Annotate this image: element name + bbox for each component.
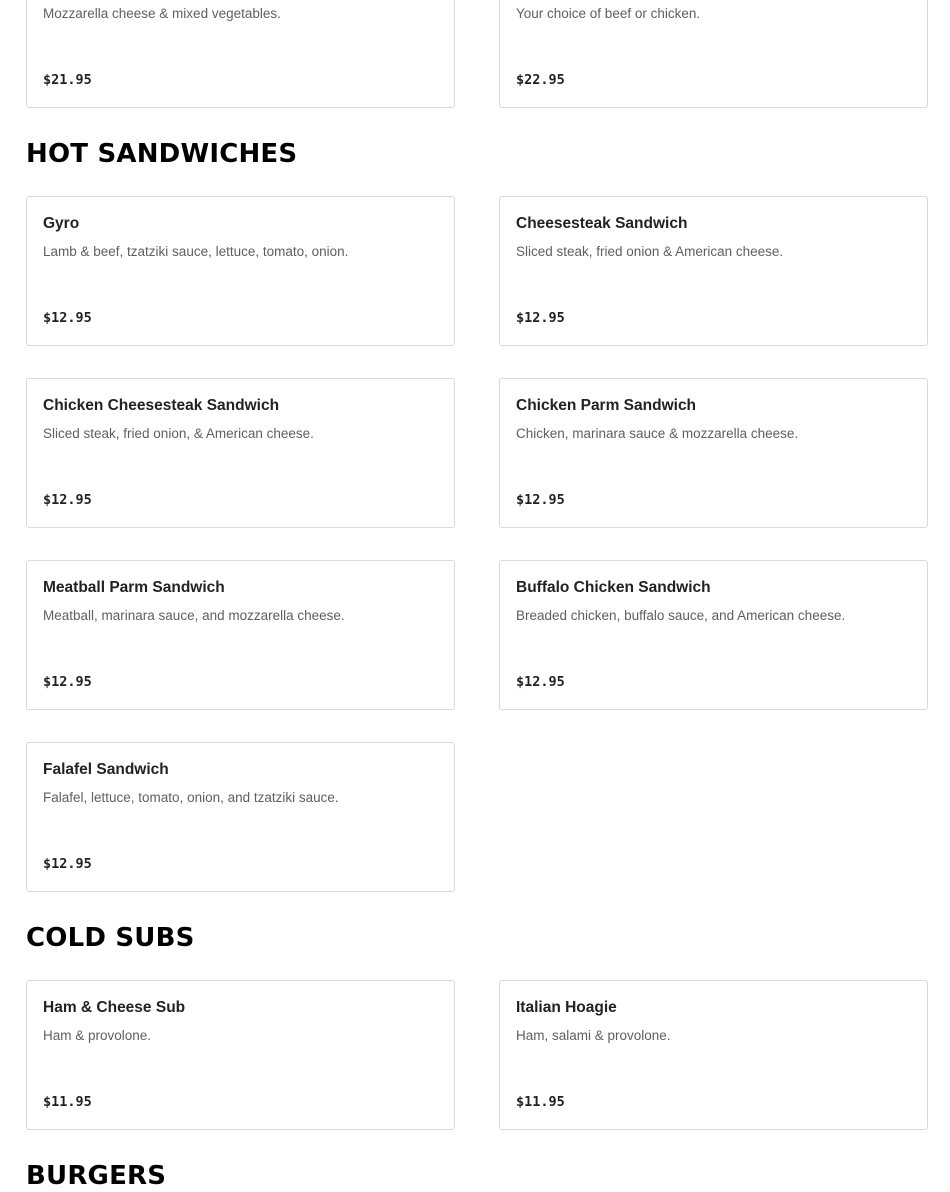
- item-description: Your choice of beef or chicken.: [516, 6, 701, 21]
- item-description: Chicken, marinara sauce & mozzarella cheese.: [516, 426, 799, 441]
- menu-item-italian-hoagie[interactable]: [499, 980, 928, 1130]
- item-name: Meatball Parm Sandwich: [43, 579, 225, 596]
- item-description: Mozzarella cheese & mixed vegetables.: [43, 6, 281, 21]
- item-description: Ham, salami & provolone.: [516, 1028, 671, 1043]
- item-description: Meatball, marinara sauce, and mozzarella cheese.: [43, 608, 345, 623]
- menu-item-card[interactable]: [499, 0, 928, 108]
- menu-item-card[interactable]: [26, 0, 455, 108]
- item-description: Breaded chicken, buffalo sauce, and American cheese.: [516, 608, 846, 623]
- section-title-cold-subs: COLD SUBS: [26, 923, 195, 953]
- item-description: Sliced steak, fried onion & American cheese.: [516, 244, 784, 259]
- item-price: $11.95: [43, 1094, 92, 1110]
- item-price: $21.95: [43, 72, 92, 88]
- section-title-hot-sandwiches: HOT SANDWICHES: [26, 139, 298, 169]
- item-description: Sliced steak, fried onion, & American cheese.: [43, 426, 314, 441]
- menu-item-ham-cheese-sub[interactable]: [26, 980, 455, 1130]
- item-price: $22.95: [516, 72, 565, 88]
- item-name: Chicken Parm Sandwich: [516, 397, 697, 414]
- section-title-burgers: BURGERS: [26, 1161, 167, 1191]
- item-name: Cheesesteak Sandwich: [516, 215, 688, 232]
- item-name: Gyro: [43, 215, 80, 232]
- item-name: Italian Hoagie: [516, 999, 617, 1016]
- item-description: Ham & provolone.: [43, 1028, 152, 1043]
- menu-item-cheesesteak-sandwich[interactable]: [499, 196, 928, 346]
- menu-item-falafel-sandwich[interactable]: [26, 742, 455, 892]
- item-price: $12.95: [516, 492, 565, 508]
- item-name: Buffalo Chicken Sandwich: [516, 579, 711, 596]
- item-price: $12.95: [43, 674, 92, 690]
- menu-item-meatball-parm-sandwich[interactable]: [26, 560, 455, 710]
- menu-item-chicken-parm-sandwich[interactable]: [499, 378, 928, 528]
- item-price: $12.95: [43, 856, 92, 872]
- menu-item-gyro[interactable]: [26, 196, 455, 346]
- item-name: Chicken Cheesesteak Sandwich: [43, 397, 280, 414]
- menu-item-buffalo-chicken-sandwich[interactable]: [499, 560, 928, 710]
- item-name: Ham & Cheese Sub: [43, 999, 186, 1016]
- item-name: Falafel Sandwich: [43, 761, 169, 778]
- item-price: $12.95: [43, 492, 92, 508]
- item-description: Lamb & beef, tzatziki sauce, lettuce, tomato, onion.: [43, 244, 349, 259]
- item-price: $12.95: [516, 674, 565, 690]
- menu-item-chicken-cheesesteak-sandwich[interactable]: [26, 378, 455, 528]
- item-price: $11.95: [516, 1094, 565, 1110]
- item-price: $12.95: [516, 310, 565, 326]
- item-price: $12.95: [43, 310, 92, 326]
- item-description: Falafel, lettuce, tomato, onion, and tzatziki sauce.: [43, 790, 339, 805]
